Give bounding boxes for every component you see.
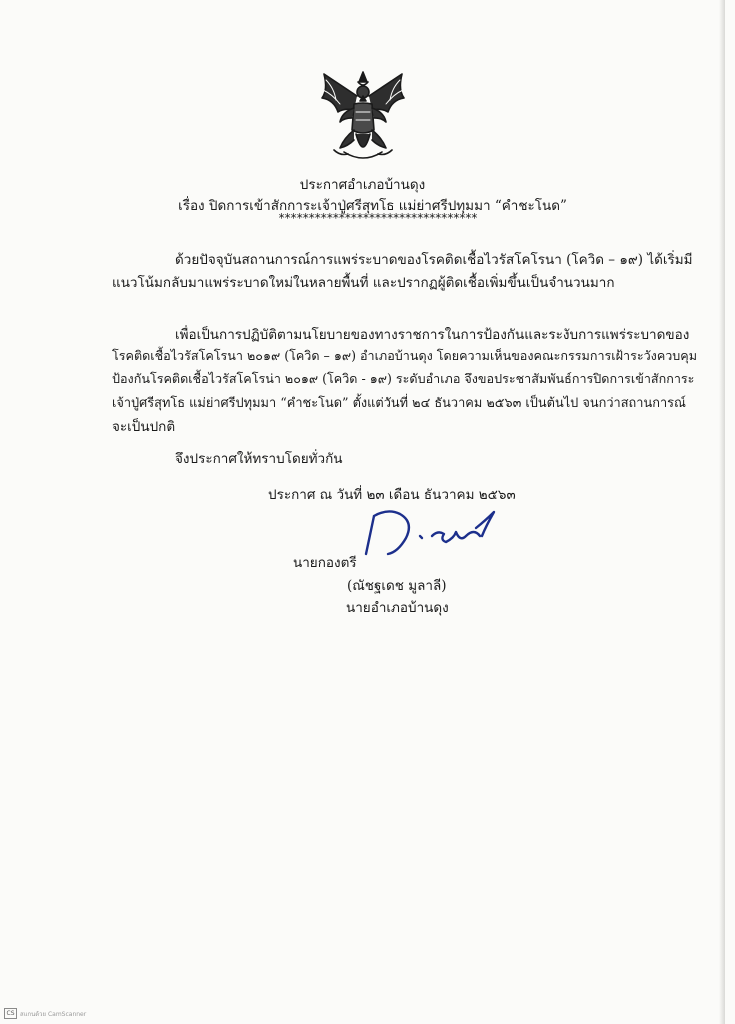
paragraph-1-line-2: แนวโน้มกลับมาแพร่ระบาดใหม่ในหลายพื้นที่ และปรากฏผู้ติดเชื้อเพิ่มขึ้นเป็นจำนวนมาก (112, 275, 615, 291)
signer-rank: นายกองตรี (293, 555, 357, 571)
garuda-emblem (314, 68, 412, 164)
closing-statement: จึงประกาศให้ทราบโดยทั่วกัน (175, 451, 343, 467)
paragraph-2-line-3: ป้องกันโรคติดเชื้อไวรัสโคโรน่า ๒๐๑๙ (โควิด - ๑๙) ระดับอำเภอ จึงขอประชาสัมพันธ์การปิดการเข้าสักการะ (112, 371, 695, 386)
announcement-subject: เรื่อง ปิดการเข้าสักการะเจ้าปู่ศรีสุทโธ แม่ย่าศรีปทุมมา “คำชะโนด” (178, 198, 567, 214)
camscanner-watermark (4, 1008, 86, 1019)
header-divider: ********************************* (278, 211, 477, 225)
camscanner-icon: CS (4, 1008, 17, 1019)
camscanner-text: สแกนด้วย CamScanner (20, 1010, 87, 1018)
announcement-authority: ประกาศอำเภอบ้านดุง (299, 177, 426, 193)
signer-name: (ณัชฐเดช มูลาลี) (347, 578, 447, 594)
paragraph-2-line-5: จะเป็นปกติ (112, 419, 176, 435)
announcement-date: ประกาศ ณ วันที่ ๒๓ เดือน ธันวาคม ๒๕๖๓ (268, 487, 516, 503)
page-edge-shadow (719, 0, 725, 1024)
paragraph-2-line-2: โรคติดเชื้อไวรัสโคโรนา ๒๐๑๙ (โควิด – ๑๙) อำเภอบ้านดุง โดยความเห็นของคณะกรรมการเฝ้าระวังควบคุม (112, 348, 698, 363)
paragraph-1-line-1: ด้วยปัจจุบันสถานการณ์การแพร่ระบาดของโรคติดเชื้อไวรัสโคโรนา (โควิด – ๑๙) ได้เริ่มมี (175, 252, 693, 268)
signer-position: นายอำเภอบ้านดุง (346, 600, 449, 616)
handwritten-signature (358, 506, 500, 566)
paragraph-2-line-4: เจ้าปู่ศรีสุทโธ แม่ย่าศรีปทุมมา “คำชะโนด” ตั้งแต่วันที่ ๒๔ ธันวาคม ๒๕๖๓ เป็นต้นไป จนกว่าสถานการณ์ (112, 396, 686, 411)
paragraph-2-line-1: เพื่อเป็นการปฏิบัติตามนโยบายของทางราชการในการป้องกันและระงับการแพร่ระบาดของ (175, 327, 690, 343)
